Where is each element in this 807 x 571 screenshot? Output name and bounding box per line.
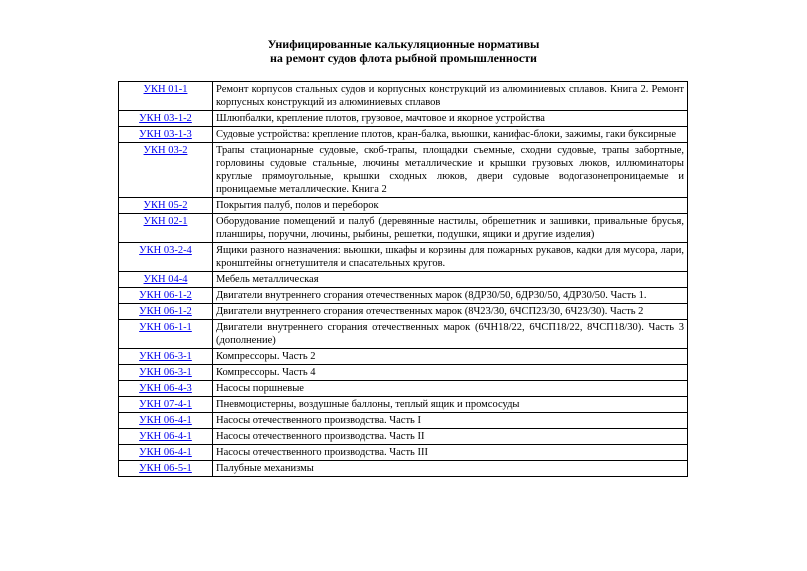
code-cell xyxy=(119,214,213,243)
description-cell: Насосы отечественного производства. Часть II xyxy=(213,429,688,445)
code-cell xyxy=(119,82,213,111)
description-cell: Насосы поршневые xyxy=(213,381,688,397)
code-cell xyxy=(119,365,213,381)
code-cell xyxy=(119,320,213,349)
catalog-table-body xyxy=(119,82,688,477)
page-title-line-2: на ремонт судов флота рыбной промышленности xyxy=(270,51,537,65)
code-cell xyxy=(119,198,213,214)
description-cell: Палубные механизмы xyxy=(213,461,688,477)
document-code-link[interactable]: УКН 04-4 xyxy=(143,274,188,285)
description-cell: Мебель металлическая xyxy=(213,272,688,288)
description-cell: Шлюпбалки, крепление плотов, грузовое, мачтовое и якорное устройства xyxy=(213,111,688,127)
table-row xyxy=(119,82,688,111)
code-cell xyxy=(119,397,213,413)
document-code-link[interactable]: УКН 06-1-2 xyxy=(139,306,192,317)
description-cell: Трапы стационарные судовые, скоб-трапы, площадки съемные, сходни судовые, трапы забортные, горловины судовые стальные, лючины металлические и крышки грузовых люков, иллюминаторы круглые прямоугольные, крышки сходных люков, двери судовые водогазонепроницаемые и проницаемые металлические. Книга 2 xyxy=(213,143,688,198)
document-code-link[interactable]: УКН 03-2 xyxy=(143,145,188,156)
table-row xyxy=(119,111,688,127)
table-row xyxy=(119,461,688,477)
page-title xyxy=(0,37,807,65)
table-row xyxy=(119,304,688,320)
code-cell xyxy=(119,429,213,445)
table-row xyxy=(119,272,688,288)
description-cell: Ящики разного назначения: вьюшки, шкафы и корзины для пожарных рукавов, кадки для мусора, лари, кронштейны огнетушителя и спасательных кругов. xyxy=(213,243,688,272)
description-cell: Двигатели внутреннего сгорания отечественных марок (6ЧН18/22, 6ЧСП18/22, 8ЧСП18/30). Часть 3 (дополнение) xyxy=(213,320,688,349)
table-row xyxy=(119,397,688,413)
table-row xyxy=(119,365,688,381)
document-code-link[interactable]: УКН 02-1 xyxy=(143,216,188,227)
document-code-link[interactable]: УКН 06-3-1 xyxy=(139,367,192,378)
document-code-link[interactable]: УКН 05-2 xyxy=(143,200,188,211)
code-cell xyxy=(119,143,213,198)
table-row xyxy=(119,381,688,397)
code-cell xyxy=(119,243,213,272)
code-cell xyxy=(119,461,213,477)
document-code-link[interactable]: УКН 03-2-4 xyxy=(139,245,192,256)
page-title-line-1: Унифицированные калькуляционные нормативы xyxy=(267,37,540,51)
description-cell: Ремонт корпусов стальных судов и корпусных конструкций из алюминиевых сплавов. Книга 2. Ремонт корпусных конструкций из алюминиевых сплавов xyxy=(213,82,688,111)
description-cell: Двигатели внутреннего сгорания отечественных марок (8Ч23/30, 6ЧСП23/30, 6Ч23/30). Часть 2 xyxy=(213,304,688,320)
table-row xyxy=(119,349,688,365)
document-code-link[interactable]: УКН 06-5-1 xyxy=(139,463,192,474)
description-cell: Двигатели внутреннего сгорания отечественных марок (8ДР30/50, 6ДР30/50, 4ДР30/50. Часть 1. xyxy=(213,288,688,304)
table-row xyxy=(119,214,688,243)
description-cell: Оборудование помещений и палуб (деревянные настилы, обрешетник и зашивки, привальные брусья, планширы, поручни, лючины, рыбины, решетки, подушки, ящики и другие изделия) xyxy=(213,214,688,243)
catalog-table xyxy=(118,81,688,477)
document-code-link[interactable]: УКН 06-1-2 xyxy=(139,290,192,301)
document-code-link[interactable]: УКН 06-3-1 xyxy=(139,351,192,362)
table-row xyxy=(119,413,688,429)
table-row xyxy=(119,320,688,349)
description-cell: Компрессоры. Часть 2 xyxy=(213,349,688,365)
description-cell: Насосы отечественного производства. Часть I xyxy=(213,413,688,429)
document-code-link[interactable]: УКН 06-4-1 xyxy=(139,431,192,442)
table-row xyxy=(119,288,688,304)
code-cell xyxy=(119,304,213,320)
document-code-link[interactable]: УКН 06-4-3 xyxy=(139,383,192,394)
table-row xyxy=(119,445,688,461)
document-code-link[interactable]: УКН 06-4-1 xyxy=(139,415,192,426)
document-code-link[interactable]: УКН 01-1 xyxy=(143,84,188,95)
description-cell: Покрытия палуб, полов и переборок xyxy=(213,198,688,214)
code-cell xyxy=(119,349,213,365)
code-cell xyxy=(119,272,213,288)
document-code-link[interactable]: УКН 07-4-1 xyxy=(139,399,192,410)
document-code-link[interactable]: УКН 06-1-1 xyxy=(139,322,192,333)
description-cell: Насосы отечественного производства. Часть III xyxy=(213,445,688,461)
description-cell: Компрессоры. Часть 4 xyxy=(213,365,688,381)
document-code-link[interactable]: УКН 03-1-2 xyxy=(139,113,192,124)
code-cell xyxy=(119,127,213,143)
code-cell xyxy=(119,445,213,461)
table-row xyxy=(119,429,688,445)
description-cell: Пневмоцистерны, воздушные баллоны, теплый ящик и промсосуды xyxy=(213,397,688,413)
table-row xyxy=(119,198,688,214)
document-code-link[interactable]: УКН 03-1-3 xyxy=(139,129,192,140)
code-cell xyxy=(119,288,213,304)
code-cell xyxy=(119,381,213,397)
table-row xyxy=(119,127,688,143)
document-code-link[interactable]: УКН 06-4-1 xyxy=(139,447,192,458)
table-row xyxy=(119,143,688,198)
table-row xyxy=(119,243,688,272)
code-cell xyxy=(119,111,213,127)
code-cell xyxy=(119,413,213,429)
description-cell: Судовые устройства: крепление плотов, кран-балка, вьюшки, канифас-блоки, зажимы, гаки буксирные xyxy=(213,127,688,143)
